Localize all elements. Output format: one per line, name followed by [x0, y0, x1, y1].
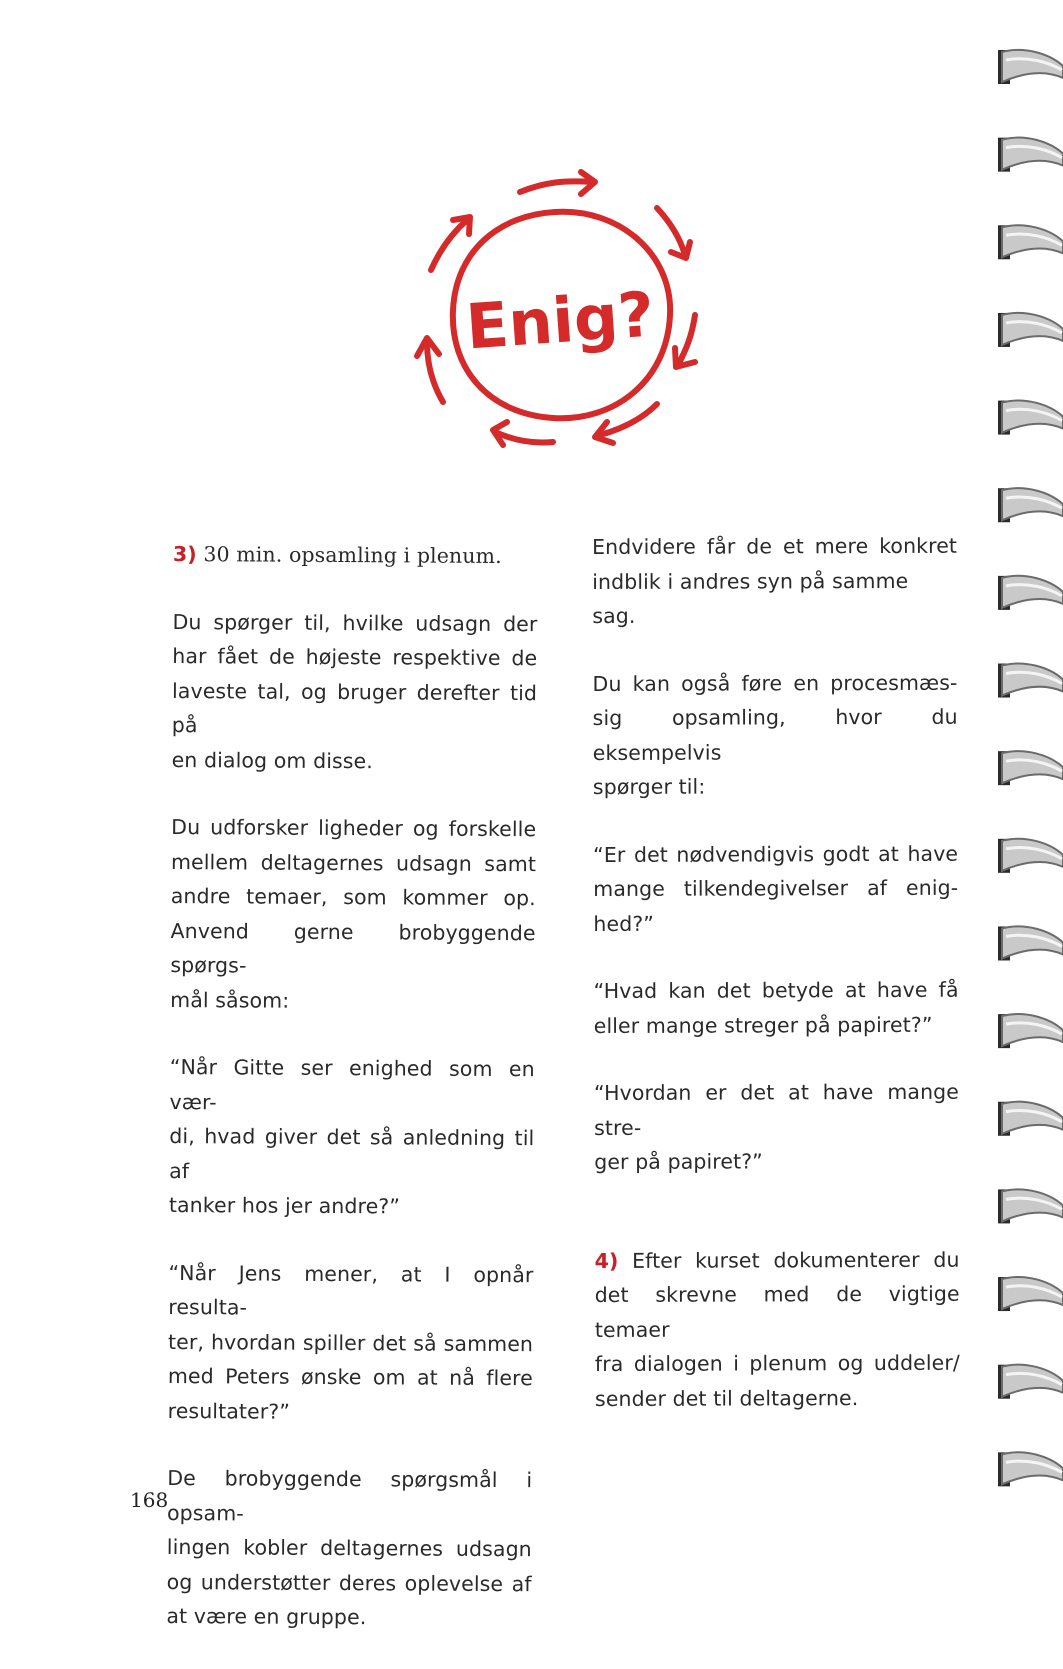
- spiral-coil: [998, 1365, 1063, 1399]
- right-paragraph-1: Endvidere får de et mere konkret indblik i andres syn på samme sag.: [592, 533, 958, 628]
- right-quote-1: “Er det nødvendigvis godt at have mange tilkendegivelser af enig- hed?”: [593, 841, 959, 936]
- step3-title: 30 min. opsamling i plenum.: [203, 542, 502, 569]
- spiral-coil: [998, 313, 1063, 347]
- spiral-coil: [998, 50, 1063, 84]
- right-quote-3: “Hvordan er det at have mange stre- ger på papiret?”: [593, 1079, 960, 1174]
- spiral-coil: [998, 926, 1063, 960]
- right-paragraph-2: Du kan også føre en procesmæs- sig opsamling, hvor du eksempelvis spørger til:: [592, 670, 958, 799]
- spiral-coil: [998, 488, 1063, 522]
- spiral-coil: [998, 1452, 1063, 1486]
- enig-cycle-illustration: [395, 160, 725, 460]
- left-paragraph-3: De brobyggende spørgsmål i opsam- lingen kobler deltagernes udsagn og understøtter deres oplevelse af at være en gruppe.: [166, 1465, 533, 1630]
- arrow-right: [678, 315, 695, 365]
- spiral-coil: [998, 1277, 1063, 1311]
- spiral-coil: [998, 663, 1063, 697]
- arrow-top-left: [431, 220, 467, 270]
- left-column: [166, 537, 538, 1669]
- step3-heading: [173, 537, 538, 574]
- step4-paragraph: 4) Efter kurset dokumenterer du det skrevne med de vigtige temaer fra dialogen i plenum og uddeler/ sender det til deltagerne.: [594, 1247, 960, 1411]
- spiral-coil: [998, 401, 1063, 435]
- spiral-coil: [998, 576, 1063, 610]
- spiral-coil: [998, 839, 1063, 873]
- left-paragraph-2: Du udforsker ligheder og forskelle mellem deltagernes udsagn samt andre temaer, som kommer op. Anvend gerne brobyggende spørgs- mål såsom:: [170, 814, 537, 1013]
- step3-number: 3): [172, 541, 197, 567]
- spiral-coil: [998, 138, 1063, 172]
- enig-label: Enig?: [463, 277, 657, 364]
- left-quote-2: “Når Jens mener, at I opnår resulta- ter, hvordan spiller det så sammen med Peters ønske om at nå flere resultater?”: [167, 1260, 534, 1424]
- spiral-coil: [998, 1102, 1063, 1136]
- spiral-coil: [998, 751, 1063, 785]
- right-column: [592, 529, 960, 1449]
- spiral-coil: [998, 225, 1063, 259]
- left-paragraph-1: Du spørger til, hvilke udsagn der har fået de højeste respektive de laveste tal, og bruger derefter tid på en dialog om disse.: [171, 609, 538, 773]
- left-quote-1: “Når Gitte ser enighed som en vær- di, hvad giver det så anledning til af tanker hos jer andre?”: [168, 1054, 535, 1219]
- spiral-coil: [998, 1014, 1063, 1048]
- spiral-coil: [998, 1189, 1063, 1223]
- step4-number: 4): [594, 1248, 619, 1273]
- arrow-top-right: [657, 208, 685, 255]
- right-quote-2: “Hvad kan det betyde at have få eller mange streger på papiret?”: [593, 977, 959, 1038]
- page-number: 168: [130, 1488, 169, 1512]
- spiral-binding: [990, 40, 1063, 1530]
